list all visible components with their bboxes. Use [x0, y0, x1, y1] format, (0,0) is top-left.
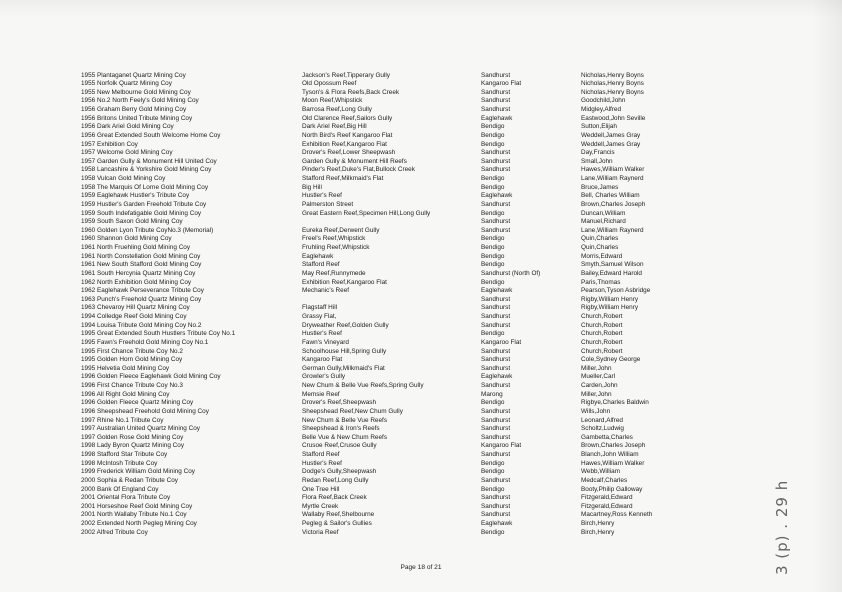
table-row	[81, 339, 701, 348]
row-entry: 1998 McIntosh Tribute Coy	[81, 459, 158, 467]
row-location: Drover's Reef,Sheepwash	[302, 399, 377, 407]
row-holder: Weddell,James Gray	[581, 131, 641, 139]
row-entry: 2002 Extended North Pegleg Mining Coy	[81, 520, 197, 527]
row-entry: 1961 South Hercynia Quartz Mining Coy	[81, 269, 196, 277]
row-district: Sandhurst	[481, 313, 511, 320]
row-location: Growler's Gully	[302, 373, 346, 381]
row-holder: Birch,Henry	[581, 528, 615, 536]
row-entry: 1995 Great Extended South Hustlers Tribute Coy No.1	[81, 330, 236, 338]
row-holder: Hawes,William Walker	[581, 166, 645, 174]
table-row	[81, 296, 701, 305]
row-entry: 1963 Chevaroy Hill Quartz Mining Coy	[81, 304, 190, 312]
row-entry: 1996 Golden Fleece Quartz Mining Coy	[81, 399, 194, 407]
row-location: German Gully,Milkmaid's Flat	[302, 364, 385, 372]
table-row	[81, 468, 701, 477]
row-district: Marong	[481, 390, 503, 398]
row-location: Dodge's Gully,Sheepwash	[302, 468, 377, 476]
table-row	[81, 373, 701, 382]
row-location: Stafford Reef	[302, 261, 340, 269]
row-holder: Quin,Charles	[581, 235, 619, 243]
row-district: Kangaroo Flat	[481, 80, 522, 88]
row-holder: Fitzgerald,Edward	[581, 502, 633, 510]
row-location: Dryweather Reef,Golden Gully	[302, 321, 389, 329]
row-entry: 1997 Rhine No.1 Tribute Coy	[81, 416, 164, 424]
row-holder: Morris,Edward	[581, 252, 623, 260]
row-holder: Eastwood,John Seville	[581, 114, 646, 122]
table-row	[81, 261, 701, 270]
table-row	[81, 184, 701, 193]
row-location: Fawn's Vineyard	[302, 338, 349, 346]
table-row	[81, 356, 701, 365]
row-district: Bendigo	[481, 175, 505, 182]
row-district: Bendigo	[481, 140, 505, 148]
row-location: One Tree Hill	[302, 485, 340, 493]
row-entry: 1956 Dark Ariel Gold Mining Coy	[81, 123, 174, 131]
row-holder: Church,Robert	[581, 338, 623, 346]
table-row	[81, 218, 701, 227]
row-entry: 1995 Fawn's Freehold Gold Mining Coy No.1	[81, 338, 209, 346]
row-entry: 1959 Hustler's Garden Freehold Tribute Coy	[81, 200, 207, 208]
row-district: Sandhurst	[481, 347, 511, 355]
row-district: Eaglehawk	[481, 520, 513, 527]
row-location: Flora Reef,Back Creek	[302, 494, 367, 502]
row-holder: Small,John	[581, 157, 613, 165]
row-location: Old Clarence Reef,Sailors Gully	[302, 114, 393, 122]
row-entry: 1957 Garden Gully & Monument Hill United Coy	[81, 157, 217, 165]
row-entry: 1956 No.2 North Feely's Gold Mining Coy	[81, 97, 199, 105]
register-list	[81, 72, 701, 538]
row-holder: Brown,Charles Joseph	[581, 200, 646, 208]
row-location: Eureka Reef,Derwent Gully	[302, 226, 380, 234]
row-district: Bendigo	[481, 123, 505, 131]
row-district: Eaglehawk	[481, 373, 513, 381]
table-row	[81, 166, 701, 175]
row-entry: 1961 New South Stafford Gold Mining Coy	[81, 261, 202, 269]
table-row	[81, 106, 701, 115]
row-entry: 1957 Welcome Gold Mining Coy	[81, 149, 173, 157]
row-location: Crusoe Reef,Crusoe Gully	[302, 442, 377, 450]
row-holder: Miller,John	[581, 390, 612, 398]
row-holder: Rigby,William Henry	[581, 304, 639, 312]
row-entry: 1962 North Exhibition Gold Mining Coy	[81, 278, 192, 286]
row-entry: 1955 Norfolk Quartz Mining Coy	[81, 80, 172, 88]
table-row	[81, 132, 701, 141]
table-row	[81, 451, 701, 460]
row-location: Mechanic's Reef	[302, 287, 350, 295]
row-location: Hustler's Reef	[302, 192, 342, 200]
row-entry: 1996 Golden Fleece Eaglehawk Gold Mining Coy	[81, 373, 221, 381]
table-row	[81, 141, 701, 150]
table-row	[81, 313, 701, 322]
row-district: Bendigo	[481, 261, 505, 269]
row-holder: Bruce,James	[581, 183, 619, 191]
row-location: Belle Vue & New Chum Reefs	[302, 433, 388, 441]
row-entry: 1997 Australian United Quartz Mining Coy	[81, 425, 201, 433]
row-location: Palmerston Street	[302, 200, 354, 208]
row-district: Sandhurst	[481, 71, 511, 79]
row-entry: 1963 Punch's Freehold Quartz Mining Coy	[81, 295, 202, 303]
row-location: Kangaroo Flat	[302, 356, 343, 364]
table-row	[81, 494, 701, 503]
row-district: Sandhurst	[481, 494, 511, 502]
row-holder: Gambetta,Charles	[581, 433, 633, 441]
row-entry: 1955 Plantaganet Quartz Mining Coy	[81, 71, 186, 79]
row-entry: 1995 Helvetia Gold Mining Coy	[81, 364, 170, 372]
row-holder: Weddell,James Gray	[581, 140, 641, 148]
row-district: Sandhurst	[481, 295, 511, 303]
table-row	[81, 442, 701, 451]
row-district: Eaglehawk	[481, 114, 513, 122]
row-entry: 1997 Golden Rose Gold Mining Coy	[81, 433, 184, 441]
table-row	[81, 503, 701, 512]
row-district: Bendigo	[481, 235, 505, 243]
row-entry: 1999 Frederick William Gold Mining Coy	[81, 468, 196, 476]
row-holder: Manuel,Richard	[581, 218, 626, 226]
row-district: Sandhurst	[481, 226, 511, 234]
row-holder: Duncan,William	[581, 209, 626, 217]
row-location: Wallaby Reef,Shelbourne	[302, 511, 375, 519]
table-row	[81, 89, 701, 98]
row-district: Sandhurst	[481, 511, 511, 519]
row-location: Stafford Reef	[302, 451, 340, 458]
row-entry: 1958 Vulcan Gold Mining Coy	[81, 175, 166, 182]
row-holder: Nicholas,Henry Boyns	[581, 88, 644, 96]
table-row	[81, 408, 701, 417]
row-location: Sheepshead & Iron's Reefs	[302, 425, 380, 433]
row-holder: Scholtz,Ludwig	[581, 425, 624, 433]
row-entry: 1957 Exhibition Coy	[81, 140, 138, 148]
row-entry: 2002 Alfred Tribute Coy	[81, 528, 148, 536]
table-row	[81, 417, 701, 426]
scan-shadow-top	[0, 0, 842, 18]
row-holder: Booty,Philip Galloway	[581, 485, 643, 493]
row-district: Bendigo	[481, 252, 505, 260]
row-entry: 1996 All Right Gold Mining Coy	[81, 390, 170, 398]
row-entry: 2001 North Wallaby Tribute No.1 Coy	[81, 511, 187, 519]
row-holder: Lane,William Raynerd	[581, 175, 644, 182]
row-holder: Church,Robert	[581, 313, 623, 320]
row-location: Myrtle Creek	[302, 502, 339, 510]
table-row	[81, 158, 701, 167]
row-holder: Nicholas,Henry Boyns	[581, 80, 644, 88]
table-row	[81, 80, 701, 89]
table-row	[81, 399, 701, 408]
row-entry: 1994 Louisa Tribute Gold Mining Coy No.2	[81, 321, 202, 329]
row-entry: 1956 Britons United Tribute Mining Coy	[81, 114, 193, 122]
table-row	[81, 348, 701, 357]
table-row	[81, 235, 701, 244]
row-district: Sandhurst	[481, 218, 511, 226]
row-district: Kangaroo Flat	[481, 338, 522, 346]
row-district: Sandhurst (North Of)	[481, 269, 541, 277]
row-district: Sandhurst	[481, 88, 511, 96]
table-row	[81, 434, 701, 443]
row-location: Memsie Reef	[302, 390, 340, 398]
table-row	[81, 365, 701, 374]
row-entry: 2000 Bank Of England Coy	[81, 485, 159, 493]
row-district: Eaglehawk	[481, 192, 513, 200]
row-district: Sandhurst	[481, 356, 511, 364]
row-location: Jackson's Reef,Tipperary Gully	[302, 71, 390, 79]
table-row	[81, 391, 701, 400]
table-row	[81, 149, 701, 158]
row-district: Bendigo	[481, 278, 505, 286]
table-row	[81, 511, 701, 520]
row-location: Old Opossum Reef	[302, 80, 357, 88]
row-district: Sandhurst	[481, 364, 511, 372]
row-location: Pegleg & Sailor's Gullies	[302, 520, 372, 527]
row-district: Bendigo	[481, 209, 505, 217]
row-district: Sandhurst	[481, 200, 511, 208]
row-holder: Goodchild,John	[581, 97, 626, 105]
row-district: Sandhurst	[481, 476, 511, 484]
row-district: Bendigo	[481, 485, 505, 493]
table-row	[81, 270, 701, 279]
row-entry: 1998 Stafford Star Tribute Coy	[81, 451, 168, 458]
row-holder: Midgley,Alfred	[581, 106, 622, 113]
row-holder: Miller,John	[581, 364, 612, 372]
row-holder: Fitzgerald,Edward	[581, 494, 633, 502]
row-district: Bendigo	[481, 131, 505, 139]
row-entry: 1959 South Saxon Gold Mining Coy	[81, 218, 183, 226]
row-location: Drover's Reef,Lower Sheepwash	[302, 149, 396, 157]
row-district: Bendigo	[481, 528, 505, 536]
row-location: North Bird's Reef Kangaroo Flat	[302, 131, 393, 139]
table-row	[81, 520, 701, 529]
row-entry: 1955 New Melbourne Gold Mining Coy	[81, 88, 191, 96]
table-row	[81, 97, 701, 106]
row-entry: 2001 Oriental Flora Tribute Coy	[81, 494, 171, 502]
table-row	[81, 460, 701, 469]
row-holder: Pearson,Tyson Asbridge	[581, 287, 651, 295]
row-location: Exhibition Reef,Kangaroo Flat	[302, 140, 387, 148]
row-district: Sandhurst	[481, 407, 511, 415]
row-holder: Hawes,William Walker	[581, 459, 645, 467]
row-location: New Chum & Belle Vue Reefs,Spring Gully	[302, 382, 424, 389]
row-district: Sandhurst	[481, 157, 511, 165]
row-district: Sandhurst	[481, 502, 511, 510]
row-district: Bendigo	[481, 399, 505, 407]
table-row	[81, 330, 701, 339]
scan-shadow-right	[812, 0, 842, 592]
row-entry: 1962 Eaglehawk Perseverance Tribute Coy	[81, 287, 204, 295]
table-row	[81, 72, 701, 81]
row-location: Tyson's & Flora Reefs,Back Creek	[302, 88, 400, 96]
row-holder: Church,Robert	[581, 321, 623, 329]
handwritten-annotation: 3 (p) . 29 h	[773, 479, 791, 575]
row-location: New Chum & Belle Vue Reefs	[302, 416, 388, 424]
row-location: Schoolhouse Hill,Spring Gully	[302, 347, 387, 355]
row-district: Sandhurst	[481, 451, 511, 458]
row-location: Pinder's Reef,Duke's Flat,Bullock Creek	[302, 166, 415, 174]
row-location: Great Eastern Reef,Specimen Hill,Long Gully	[302, 209, 431, 217]
row-entry: 1998 Lady Byron Quartz Mining Coy	[81, 442, 185, 450]
row-holder: Carden,John	[581, 382, 618, 389]
row-entry: 1956 Graham Berry Gold Mining Coy	[81, 106, 187, 113]
table-row	[81, 322, 701, 331]
table-row	[81, 529, 701, 538]
row-location: Dark Ariel Reef,Big Hill	[302, 123, 367, 131]
table-row	[81, 287, 701, 296]
row-holder: Cole,Sydney George	[581, 356, 641, 364]
row-district: Bendigo	[481, 330, 505, 338]
row-entry: 1959 South Indefatigable Gold Mining Coy	[81, 209, 202, 217]
table-row	[81, 175, 701, 184]
row-holder: Birch,Henry	[581, 520, 615, 527]
table-row	[81, 425, 701, 434]
row-holder: Medcalf,Charles	[581, 476, 628, 484]
row-entry: 1958 Lancashire & Yorkshire Gold Mining Coy	[81, 166, 212, 174]
row-location: Flagstaff Hill	[302, 304, 338, 312]
row-district: Sandhurst	[481, 304, 511, 312]
row-location: Freel's Reef,Whipstick	[302, 235, 366, 243]
row-district: Sandhurst	[481, 149, 511, 157]
row-location: Garden Gully & Monument Hill Reefs	[302, 157, 407, 165]
row-location: Hustler's Reef	[302, 330, 342, 338]
row-entry: 1961 North Constellation Gold Mining Coy	[81, 252, 201, 260]
row-holder: Day,Francis	[581, 149, 615, 157]
table-row	[81, 486, 701, 495]
row-location: Barrosa Reef,Long Gully	[302, 106, 372, 113]
row-district: Eaglehawk	[481, 287, 513, 295]
row-location: May Reef,Runnymede	[302, 269, 366, 277]
row-holder: Brown,Charles Joseph	[581, 442, 646, 450]
row-entry: 1994 Colledge Reef Gold Mining Coy	[81, 313, 187, 320]
row-holder: Mueller,Carl	[581, 373, 616, 381]
table-row	[81, 253, 701, 262]
row-location: Fruhling Reef,Whipstick	[302, 244, 370, 251]
row-location: Victoria Reef	[302, 528, 339, 536]
row-holder: Nicholas,Henry Boyns	[581, 71, 644, 79]
row-holder: Blanch,John William	[581, 451, 639, 458]
table-row	[81, 304, 701, 313]
table-row	[81, 244, 701, 253]
row-holder: Paris,Thomas	[581, 278, 621, 286]
page-number: Page 18 of 21	[400, 564, 442, 571]
row-entry: 1959 Eaglehawk Hustler's Tribute Coy	[81, 192, 190, 200]
row-location: Sheepshead Reef,New Chum Gully	[302, 407, 403, 415]
row-district: Bendigo	[481, 244, 505, 251]
row-holder: Wills,John	[581, 407, 611, 415]
row-holder: Quin,Charles	[581, 244, 619, 251]
row-holder: Sutton,Elijah	[581, 123, 617, 131]
table-row	[81, 192, 701, 201]
row-entry: 1995 First Chance Tribute Coy No.2	[81, 347, 183, 355]
row-district: Sandhurst	[481, 382, 511, 389]
row-entry: 1958 The Marquis Of Lorne Gold Mining Coy	[81, 183, 209, 191]
row-location: Big Hill	[302, 183, 322, 191]
row-location: Stafford Reef,Milkmaid's Flat	[302, 175, 384, 182]
row-holder: Webb,William	[581, 468, 620, 476]
row-entry: 1996 First Chance Tribute Coy No.3	[81, 382, 183, 389]
row-district: Bendigo	[481, 183, 505, 191]
row-location: Hustler's Reef	[302, 459, 342, 467]
row-entry: 2000 Sophia & Redan Tribute Coy	[81, 476, 178, 484]
row-entry: 1996 Sheepshead Freehold Gold Mining Coy	[81, 407, 209, 415]
table-row	[81, 227, 701, 236]
row-location: Moon Reef,Whipstick	[302, 97, 363, 105]
row-entry: 1995 Golden Horn Gold Mining Coy	[81, 356, 183, 364]
row-holder: Lane,William Raynerd	[581, 226, 644, 234]
row-location: Exhibition Reef,Kangaroo Flat	[302, 278, 387, 286]
row-location: Grassy Flat,	[302, 313, 337, 320]
table-row	[81, 382, 701, 391]
row-location: Eaglehawk	[302, 252, 334, 260]
row-district: Sandhurst	[481, 321, 511, 329]
row-district: Bendigo	[481, 459, 505, 467]
row-holder: Smyth,Samuel Wilson	[581, 261, 644, 269]
row-district: Sandhurst	[481, 166, 511, 174]
table-row	[81, 477, 701, 486]
row-holder: Leonard,Alfred	[581, 416, 623, 424]
row-district: Sandhurst	[481, 106, 511, 113]
row-entry: 1960 Shannon Gold Mining Coy	[81, 235, 172, 243]
row-district: Sandhurst	[481, 97, 511, 105]
table-row	[81, 115, 701, 124]
row-holder: Bailey,Edward Harold	[581, 269, 642, 277]
row-district: Sandhurst	[481, 425, 511, 433]
table-row	[81, 201, 701, 210]
row-holder: Church,Robert	[581, 330, 623, 338]
table-row	[81, 210, 701, 219]
row-entry: 1960 Golden Lyon Tribute CoyNo.3 (Memorial)	[81, 226, 214, 234]
table-row	[81, 123, 701, 132]
row-district: Sandhurst	[481, 416, 511, 424]
row-entry: 1956 Great Extended South Welcome Home Coy	[81, 131, 221, 139]
row-entry: 2001 Horseshoe Reef Gold Mining Coy	[81, 502, 193, 510]
row-district: Sandhurst	[481, 433, 511, 441]
row-holder: Macartney,Ross Kenneth	[581, 511, 653, 519]
row-location: Redan Reef,Long Gully	[302, 476, 369, 484]
row-holder: Church,Robert	[581, 347, 623, 355]
row-holder: Bell, Charles William	[581, 192, 640, 200]
row-entry: 1961 North Fruehling Gold Mining Coy	[81, 244, 191, 251]
table-row	[81, 279, 701, 288]
row-district: Kangaroo Flat	[481, 442, 522, 450]
row-district: Bendigo	[481, 468, 505, 476]
row-holder: Rigby,William Henry	[581, 295, 639, 303]
row-holder: Rigbye,Charles Baldwin	[581, 399, 649, 407]
